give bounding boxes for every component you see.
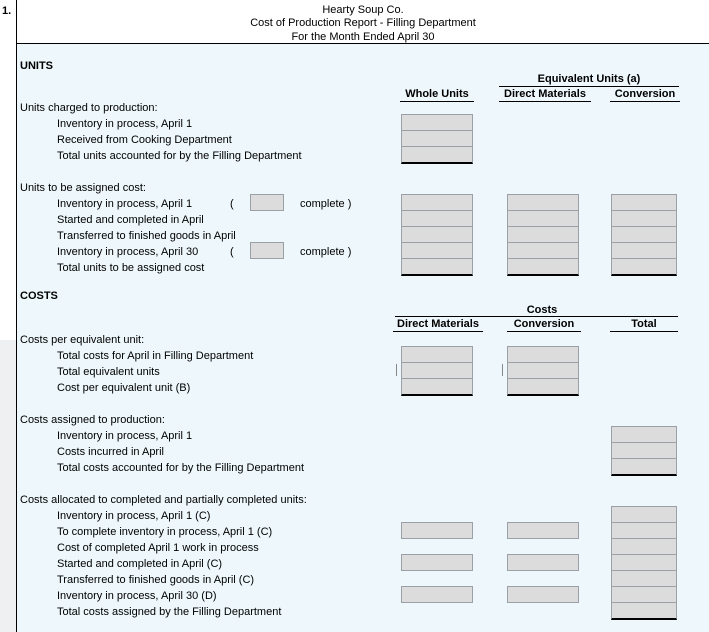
assigned-label: Costs assigned to production:	[20, 414, 165, 426]
open-paren: (	[230, 198, 234, 210]
assigned-item: Inventory in process, April 1	[57, 430, 193, 442]
units-charged-label: Units charged to production:	[20, 102, 158, 114]
equiv-dm-input[interactable]	[507, 226, 579, 243]
cost-dm-input[interactable]	[401, 362, 473, 379]
equiv-units-underline	[499, 86, 679, 87]
row-gutter-shade	[0, 340, 17, 632]
question-number: 1.	[2, 5, 12, 17]
assign-item: Inventory in process, April 30	[57, 246, 199, 258]
allocated-item: Inventory in process, April 30 (D)	[57, 590, 217, 602]
assigned-item: Costs incurred in April	[57, 446, 164, 458]
pct-complete-april1-input[interactable]	[250, 194, 284, 211]
costs-group-header: Costs	[526, 304, 558, 316]
costs-conv-header: Conversion	[513, 318, 575, 330]
whole-units-input[interactable]	[401, 226, 473, 243]
equiv-units-header: Equivalent Units (a)	[537, 73, 641, 85]
complete-label: complete )	[300, 246, 352, 258]
equiv-dm-input[interactable]	[507, 210, 579, 227]
alloc-conv-input[interactable]	[507, 554, 579, 571]
whole-units-header: Whole Units	[405, 88, 469, 100]
whole-units-total-input[interactable]	[401, 258, 473, 276]
equiv-conv-input[interactable]	[611, 194, 677, 211]
equiv-dm-total-input[interactable]	[507, 258, 579, 276]
costs-total-underline	[610, 331, 678, 332]
whole-units-input[interactable]	[401, 194, 473, 211]
equiv-conv-input[interactable]	[611, 242, 677, 259]
alloc-total-input[interactable]	[611, 554, 677, 571]
costs-section-title: COSTS	[20, 290, 58, 302]
units-conv-header: Conversion	[614, 88, 676, 100]
assign-item: Started and completed in April	[57, 214, 204, 226]
units-dm-header: Direct Materials	[504, 88, 586, 100]
cost-total-input[interactable]	[611, 426, 677, 443]
cost-total-input[interactable]	[611, 442, 677, 459]
allocated-label: Costs allocated to completed and partially completed units:	[20, 494, 307, 506]
allocated-item: Started and completed in April (C)	[57, 558, 223, 570]
per-unit-item: Cost per equivalent unit (B)	[57, 382, 191, 394]
costs-dm-underline	[393, 331, 483, 332]
allocated-item: Cost of completed April 1 work in process	[57, 542, 259, 554]
equiv-conv-input[interactable]	[611, 226, 677, 243]
whole-units-input[interactable]	[401, 210, 473, 227]
units-section-title: UNITS	[20, 60, 53, 72]
equiv-conv-total-input[interactable]	[611, 258, 677, 276]
charged-item: Inventory in process, April 1	[57, 118, 193, 130]
header-divider	[17, 43, 709, 44]
alloc-dm-input[interactable]	[401, 586, 473, 603]
whole-units-input[interactable]	[401, 114, 473, 131]
alloc-total-input[interactable]	[611, 570, 677, 587]
assign-item: Transferred to finished goods in April	[57, 230, 236, 242]
units-dm-underline	[499, 101, 591, 102]
assigned-item: Total costs accounted for by the Filling Department	[57, 462, 305, 474]
cost-conv-per-unit-input[interactable]	[507, 378, 579, 396]
whole-units-input[interactable]	[401, 130, 473, 147]
alloc-dm-input[interactable]	[401, 554, 473, 571]
alloc-total-input[interactable]	[611, 506, 677, 523]
alloc-total-sum-input[interactable]	[611, 602, 677, 620]
text-cursor	[396, 364, 397, 376]
whole-units-input[interactable]	[401, 242, 473, 259]
cost-conv-input[interactable]	[507, 362, 579, 379]
assign-item: Inventory in process, April 1	[57, 198, 193, 210]
equiv-dm-input[interactable]	[507, 242, 579, 259]
allocated-item: Inventory in process, April 1 (C)	[57, 510, 211, 522]
cost-dm-input[interactable]	[401, 346, 473, 363]
cost-dm-per-unit-input[interactable]	[401, 378, 473, 396]
text-cursor	[502, 364, 503, 376]
allocated-item: Transferred to finished goods in April (C)	[57, 574, 255, 586]
report-period: For the Month Ended April 30	[291, 31, 435, 43]
per-unit-label: Costs per equivalent unit:	[20, 334, 145, 346]
company-name: Hearty Soup Co.	[322, 4, 404, 16]
alloc-conv-input[interactable]	[507, 586, 579, 603]
costs-total-header: Total	[631, 318, 657, 330]
allocated-item: Total costs assigned by the Filling Department	[57, 606, 282, 618]
alloc-total-input[interactable]	[611, 586, 677, 603]
whole-units-underline	[400, 101, 474, 102]
units-assign-label: Units to be assigned cost:	[20, 182, 146, 194]
alloc-conv-input[interactable]	[507, 522, 579, 539]
open-paren: (	[230, 246, 234, 258]
equiv-dm-input[interactable]	[507, 194, 579, 211]
cost-conv-input[interactable]	[507, 346, 579, 363]
alloc-dm-input[interactable]	[401, 522, 473, 539]
charged-item: Total units accounted for by the Filling Department	[57, 150, 302, 162]
alloc-total-input[interactable]	[611, 538, 677, 555]
per-unit-item: Total costs for April in Filling Department	[57, 350, 254, 362]
units-conv-underline	[610, 101, 680, 102]
alloc-total-input[interactable]	[611, 522, 677, 539]
costs-group-underline	[395, 316, 678, 317]
per-unit-item: Total equivalent units	[57, 366, 160, 378]
costs-conv-underline	[507, 331, 581, 332]
complete-label: complete )	[300, 198, 352, 210]
assign-item: Total units to be assigned cost	[57, 262, 205, 274]
whole-units-total-input[interactable]	[401, 146, 473, 164]
charged-item: Received from Cooking Department	[57, 134, 232, 146]
equiv-conv-input[interactable]	[611, 210, 677, 227]
allocated-item: To complete inventory in process, April 1 (C)	[57, 526, 273, 538]
pct-complete-april30-input[interactable]	[250, 242, 284, 259]
cost-total-sum-input[interactable]	[611, 458, 677, 476]
costs-dm-header: Direct Materials	[397, 318, 479, 330]
report-title: Cost of Production Report - Filling Department	[250, 17, 476, 29]
